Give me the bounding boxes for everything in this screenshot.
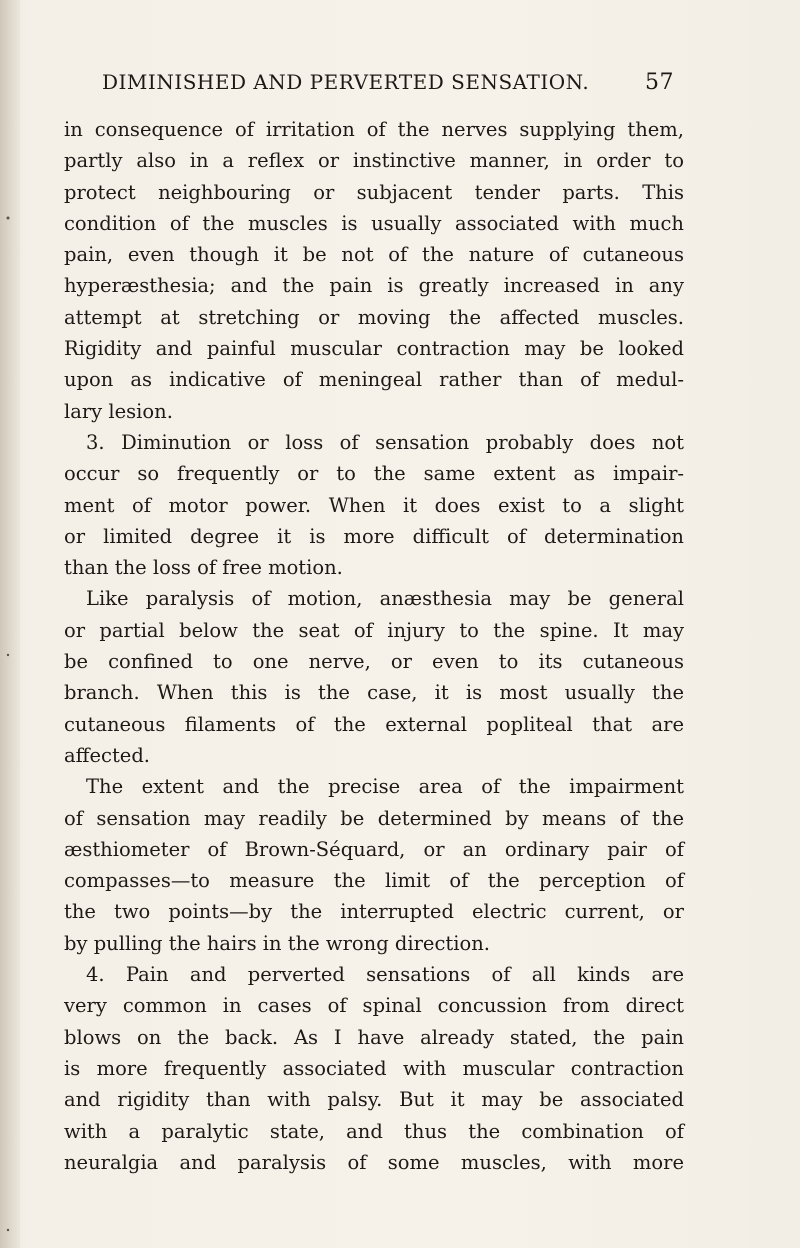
text-line: Like paralysis of motion, anæsthesia may be general — [86, 587, 684, 611]
text-line: than the loss of free motion. — [64, 556, 343, 580]
text-line: affected. — [64, 743, 150, 767]
text-line: cutaneous filaments of the external popliteal that are — [64, 712, 684, 736]
page-header — [102, 70, 674, 100]
text-line: be confined to one nerve, or even to its cutaneous — [64, 650, 684, 674]
text-line: upon as indicative of meningeal rather than of medul- — [64, 368, 684, 392]
text-line: branch. When this is the case, it is most usually the — [64, 681, 684, 705]
text-line: or partial below the seat of injury to the spine. It may — [64, 618, 684, 642]
text-line: protect neighbouring or subjacent tender parts. This — [64, 180, 684, 204]
text-line: partly also in a reflex or instinctive manner, in order to — [64, 149, 684, 173]
page-number: 57 — [645, 70, 674, 95]
text-line: attempt at stretching or moving the affected muscles. — [64, 305, 684, 329]
binding-marks — [6, 0, 10, 1248]
text-line: with a paralytic state, and thus the combination of — [64, 1119, 684, 1143]
text-line: by pulling the hairs in the wrong direction. — [64, 931, 490, 955]
text-line: is more frequently associated with muscular contraction — [64, 1056, 684, 1080]
text-line: 3. Diminution or loss of sensation probably does not — [86, 430, 684, 454]
text-line: occur so frequently or to the same extent as impair- — [64, 462, 684, 486]
text-line: or limited degree it is more difficult of determination — [64, 524, 684, 548]
text-line: lary lesion. — [64, 399, 173, 423]
text-line: condition of the muscles is usually associated with much — [64, 211, 684, 235]
text-line: pain, even though it be not of the nature of cutaneous — [64, 243, 684, 267]
text-line: compasses—to measure the limit of the perception of — [64, 869, 684, 893]
text-line: Rigidity and painful muscular contraction may be looked — [64, 337, 684, 361]
text-line: and rigidity than with palsy. But it may be associated — [64, 1088, 684, 1112]
text-line: 4. Pain and perverted sensations of all kinds are — [86, 963, 684, 987]
text-line: of sensation may readily be determined by means of the — [64, 806, 684, 830]
body-text — [64, 114, 684, 1178]
text-line: in consequence of irritation of the nerves supplying them, — [64, 118, 684, 141]
text-line: The extent and the precise area of the impairment — [86, 775, 684, 799]
text-line: neuralgia and paralysis of some muscles, with more — [64, 1150, 684, 1174]
page-gutter — [0, 0, 20, 1248]
running-head: DIMINISHED AND PERVERTED SENSATION. — [102, 70, 590, 94]
text-line: ment of motor power. When it does exist to a slight — [64, 493, 684, 517]
text-line: hyperæsthesia; and the pain is greatly increased in any — [64, 274, 684, 298]
text-line: blows on the back. As I have already stated, the pain — [64, 1025, 684, 1049]
text-line: æsthiometer of Brown-Séquard, or an ordinary pair of — [64, 837, 684, 861]
text-line: the two points—by the interrupted electric current, or — [64, 900, 684, 924]
text-line: very common in cases of spinal concussion from direct — [64, 994, 684, 1018]
